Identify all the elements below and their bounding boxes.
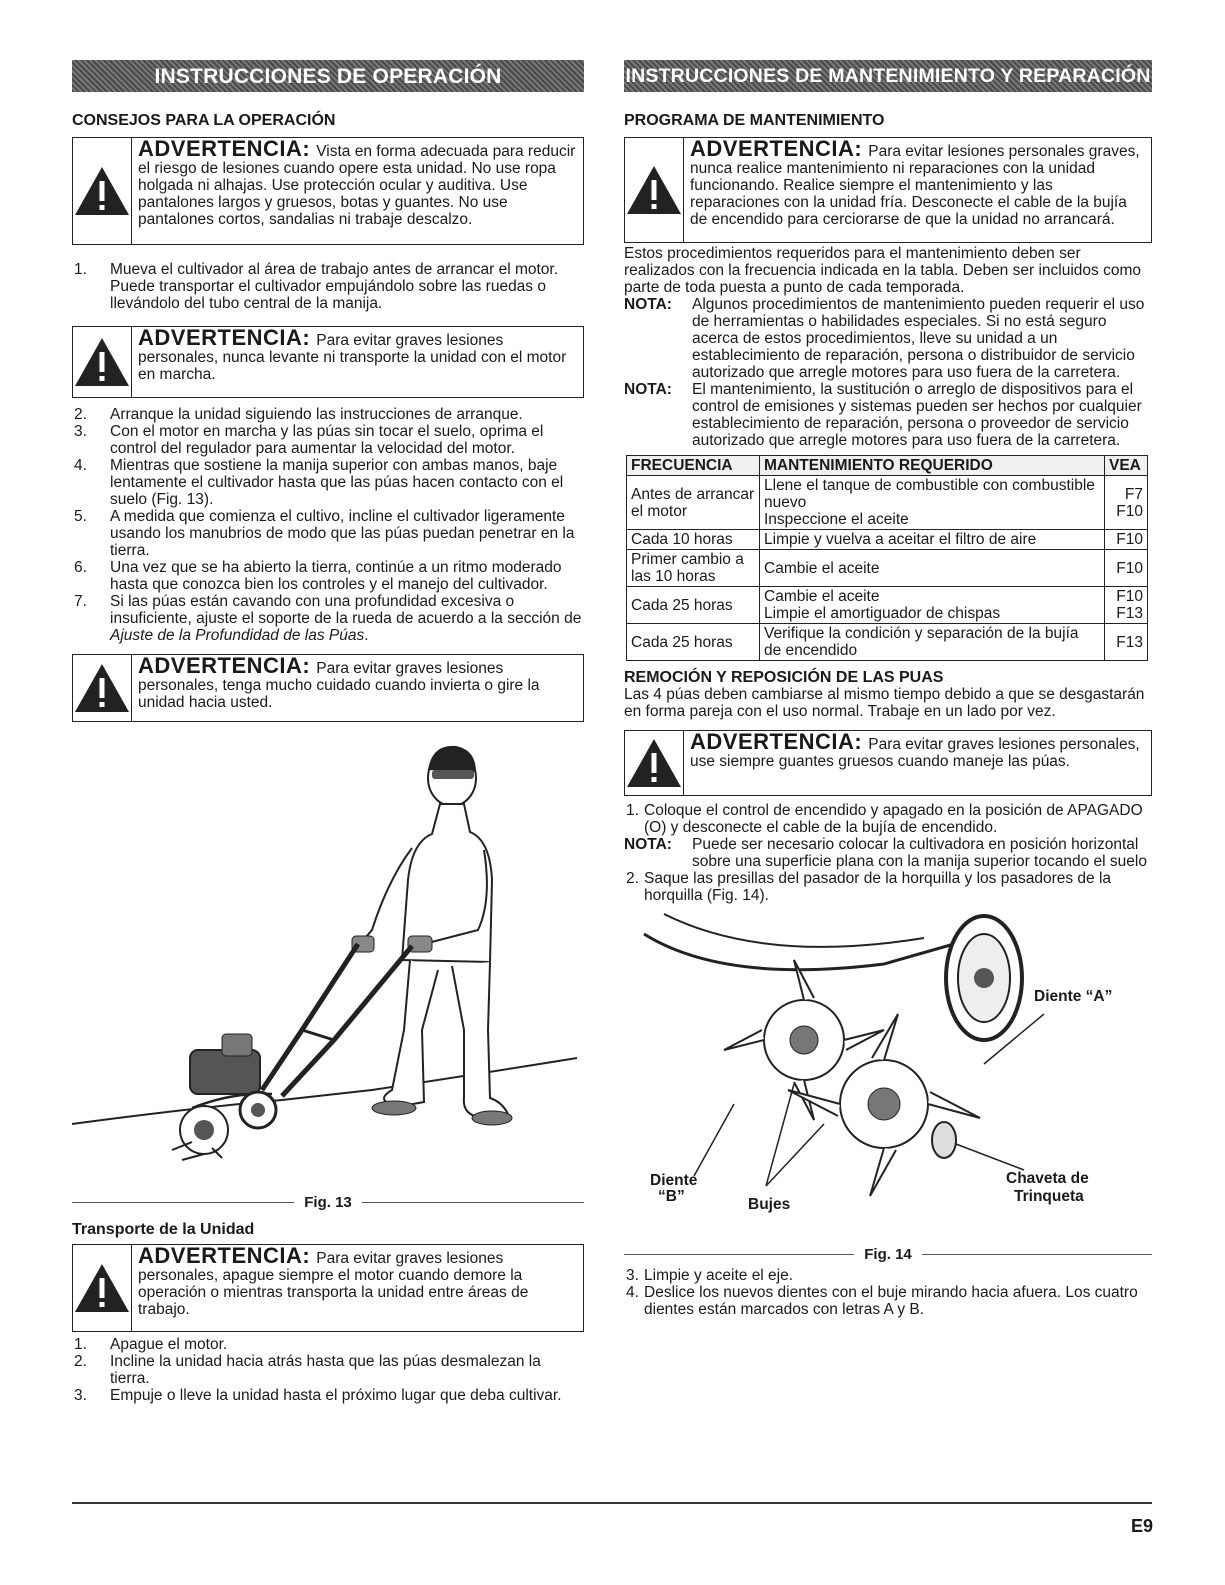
transport-steps — [72, 1336, 584, 1404]
operation-banner: INSTRUCCIONES DE OPERACIÓN — [72, 60, 584, 92]
warning-box — [624, 137, 1152, 243]
transport-heading: Transporte de la Unidad — [72, 1221, 255, 1238]
label-chaveta: Chaveta de — [1006, 1170, 1089, 1187]
maintenance-banner: INSTRUCCIONES DE MANTENIMIENTO Y REPARACIÓN — [624, 60, 1152, 92]
warning-box — [72, 137, 584, 245]
figure-13 — [72, 730, 584, 1192]
note: NOTA: Algunos procedimientos de mantenimiento pueden requerir el uso de herramientas o habilidades especiales. Si no está seguro acerca de estos procedimientos, lleve su unidad a un establecimiento de reparación, persona o distribuidor de servicio autorizado que arregle motores para uso fuera de la carretera. — [624, 296, 1145, 381]
warning-box — [624, 730, 1152, 796]
maintenance-schedule-heading: PROGRAMA DE MANTENIMIENTO — [624, 112, 885, 129]
tines-heading: REMOCIÓN Y REPOSICIÓN DE LAS PUAS — [624, 669, 944, 686]
warning-icon — [625, 138, 684, 242]
list-item: 3. Con el motor en marcha y las púas sin tocar el suelo, oprima el control del regulador para aumentar la velocidad del motor. — [74, 423, 544, 457]
warning-icon — [73, 1245, 132, 1331]
footer-rule — [72, 1502, 1152, 1504]
tiller-operator-illustration — [72, 730, 584, 1192]
list-item: 2. Arranque la unidad siguiendo las instrucciones de arranque. — [74, 406, 523, 423]
list-item: 1. Apague el motor. — [74, 1336, 228, 1353]
warning-text: ADVERTENCIA: Para evitar graves lesiones personales, nunca levante ni transporte la unidad con el motor en marcha. — [138, 325, 567, 383]
figure-14-caption: Fig. 14 — [624, 1246, 1152, 1263]
table-row: Cada 25 horas Cambie el aceite Limpie el amortiguador de chispas F10 F13 — [627, 587, 1148, 624]
table-row: Cada 10 horas Limpie y vuelva a aceitar el filtro de aire F10 — [627, 530, 1148, 550]
list-item: 3. Empuje o lleve la unidad hasta el próximo lugar que deba cultivar. — [74, 1387, 562, 1404]
warning-icon — [73, 138, 132, 244]
tine-steps — [624, 1267, 1152, 1318]
list-item: 4. Deslice los nuevos dientes con el buje mirando hacia afuera. Los cuatro dientes están marcados con letras A y B. — [626, 1284, 1138, 1318]
figure-14 — [624, 904, 1152, 1244]
left-column — [72, 60, 584, 1414]
warning-icon — [625, 731, 684, 795]
maintenance-intro: Estos procedimientos requeridos para el mantenimiento deben ser realizados con la frecuencia indicada en la tabla. Deben ser incluidos como parte de toda puesta a punto de cada temporada. — [624, 245, 1141, 296]
warning-icon — [73, 327, 132, 397]
warning-box — [72, 326, 584, 398]
list-item: 1. Mueva el cultivador al área de trabajo antes de arrancar el motor. Puede transportar el cultivador empujándolo sobre las ruedas o llevándolo del tubo central de la manija. — [74, 261, 559, 312]
list-item: 2. Incline la unidad hacia atrás hasta que las púas desmalezan la tierra. — [74, 1353, 541, 1387]
table-row: Cada 25 horas Verifique la condición y separación de la bujía de encendido F13 — [627, 624, 1148, 661]
warning-box — [72, 1244, 584, 1332]
operation-tips-heading: CONSEJOS PARA LA OPERACIÓN — [72, 112, 336, 129]
list-item: 4. Mientras que sostiene la manija superior con ambas manos, baje lentamente el cultivador hasta que las púas hacen contacto con el suelo (Fig. 13). — [74, 457, 564, 508]
tines-intro: Las 4 púas deben cambiarse al mismo tiempo debido a que se desgastarán en forma pareja con el uso normal. Trabaje en un lado por vez. — [624, 686, 1145, 720]
warning-text: ADVERTENCIA: Para evitar lesiones personales graves, nunca realice mantenimiento ni reparaciones con la unidad funcionando. Realice siempre el mantenimiento y las reparaciones con la unidad fría. Desconecte el cable de la bujía de encendido para cerciorarse de que la unidad no arrancará. — [690, 136, 1140, 228]
warning-text: ADVERTENCIA: Para evitar graves lesiones personales, apague siempre el motor cuando demore la operación o mientras transporta la unidad entre áreas de trabajo. — [138, 1243, 529, 1318]
list-item: 7. Si las púas están cavando con una profundidad excesiva o insuficiente, ajuste el soporte de la rueda de acuerdo a la sección de Ajuste de la Profundidad de las Púas. — [74, 593, 582, 644]
table-header: FRECUENCIA — [627, 456, 760, 476]
list-item: 2. Saque las presillas del pasador de la horquilla y los pasadores de la horquilla (Fig. 14). — [626, 870, 1112, 904]
maintenance-table — [626, 455, 1148, 661]
label-diente-a: Diente “A” — [1034, 988, 1113, 1005]
list-item: 1. Coloque el control de encendido y apagado en la posición de APAGADO (O) y desconecte el cable de la bujía de encendido. — [626, 802, 1143, 836]
warning-icon — [73, 655, 132, 721]
label-trinqueta: Trinqueta — [1014, 1188, 1084, 1205]
table-row: Primer cambio a las 10 horas Cambie el aceite F10 — [627, 550, 1148, 587]
list-item: 6. Una vez que se ha abierto la tierra, continúe a un ritmo moderado hasta que conozca bien los controles y el manejo del cultivador. — [74, 559, 562, 593]
note: NOTA: El mantenimiento, la sustitución o arreglo de dispositivos para el control de emisiones y sistemas pueden ser hechos por cualquier establecimiento de reparación, persona o proveedor de servicio autorizado que arregle motores para uso fuera de la carretera. — [624, 381, 1142, 449]
table-header: MANTENIMIENTO REQUERIDO — [760, 456, 1105, 476]
page-number: E9 — [1130, 1516, 1153, 1536]
warning-text: ADVERTENCIA: Para evitar graves lesiones personales, use siempre guantes gruesos cuando maneje las púas. — [690, 729, 1140, 770]
figure-13-caption: Fig. 13 — [72, 1194, 584, 1211]
right-column — [624, 60, 1152, 1328]
table-header: VEA — [1105, 456, 1148, 476]
note: NOTA: Puede ser necesario colocar la cultivadora en posición horizontal sobre una superficie plana con la manija superior tocando el suelo — [624, 836, 1147, 870]
label-diente-b-letter: “B” — [658, 1188, 685, 1205]
list-item: 3. Limpie y aceite el eje. — [626, 1267, 794, 1284]
table-row: Antes de arrancar el motor Llene el tanque de combustible con combustible nuevo Inspeccione el aceite F7 F10 — [627, 476, 1148, 530]
warning-text: ADVERTENCIA: Vista en forma adecuada para reducir el riesgo de lesiones cuando opere esta unidad. No use ropa holgada ni alhajas. Use protección ocular y auditiva. Use pantalones largos y gruesos, botas y guantes. No use pantalones cortos, sandalias ni trabaje descalzo. — [138, 136, 576, 228]
list-item: 5. A medida que comienza el cultivo, incline el cultivador ligeramente usando los manubrios de modo que las púas puedan penetrar en la tierra. — [74, 508, 575, 559]
label-diente-b: Diente — [650, 1172, 698, 1189]
warning-text: ADVERTENCIA: Para evitar graves lesiones personales, tenga mucho cuidado cuando invierta o gire la unidad hacia usted. — [138, 653, 540, 711]
warning-box — [72, 654, 584, 722]
label-bujes: Bujes — [748, 1196, 791, 1213]
operation-steps — [72, 406, 584, 644]
